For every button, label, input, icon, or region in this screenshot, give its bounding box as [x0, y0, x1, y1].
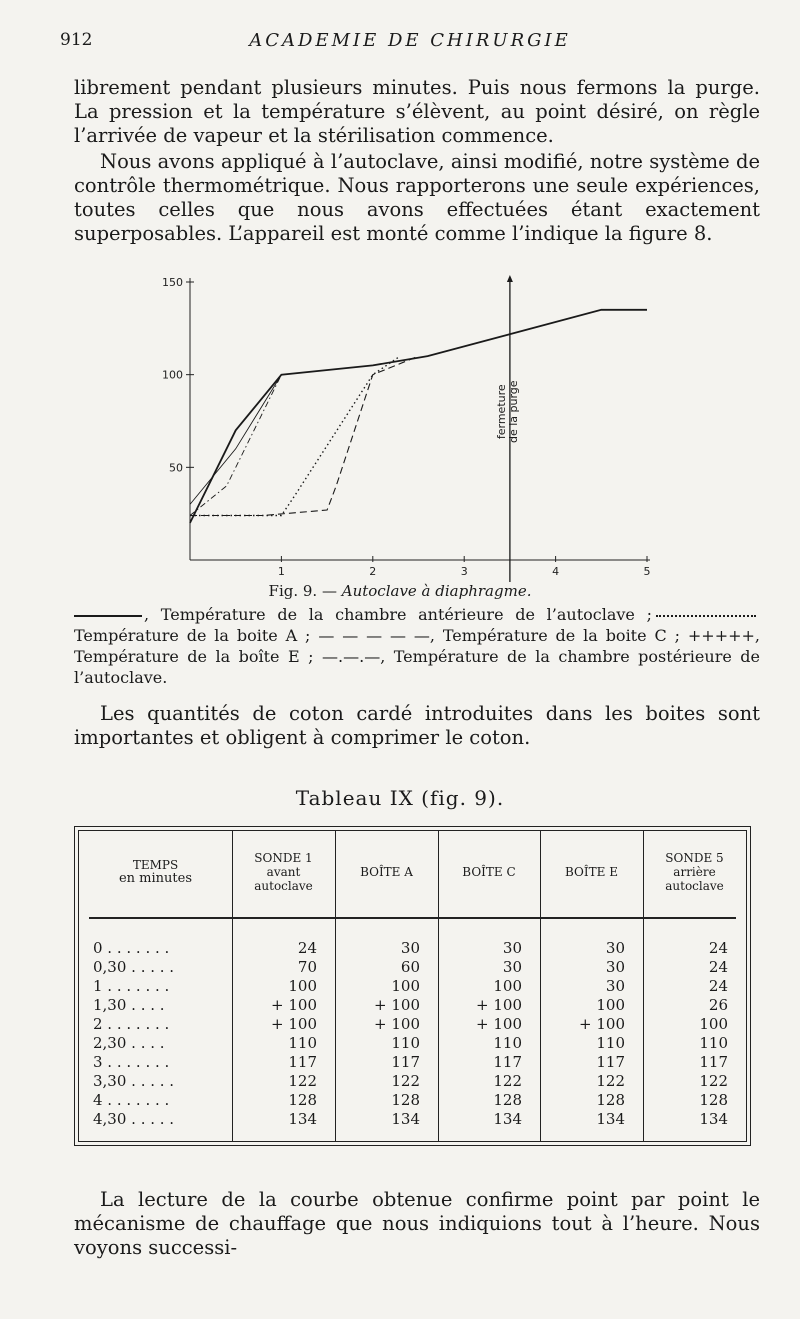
- page-number: 912: [60, 30, 93, 50]
- legend-dashed-label: — — — — —, Température de la boite C ;: [318, 626, 680, 645]
- time-cell: 3,30 . . . . .: [93, 1072, 175, 1090]
- data-table: [74, 826, 751, 1146]
- header-line: BOÎTE A: [360, 865, 413, 879]
- temperature-cell: 117: [288, 1053, 317, 1071]
- header-line: avant: [266, 865, 301, 879]
- chart-svg: [150, 270, 670, 582]
- temperature-cell: 110: [596, 1034, 625, 1052]
- purge-annotation: [495, 380, 520, 443]
- temperature-cell: 30: [605, 939, 625, 957]
- header-temps: [79, 831, 232, 913]
- header-line: SONDE 1: [254, 851, 313, 865]
- header-sonde-5: [643, 831, 746, 913]
- temperature-cell: 128: [699, 1091, 728, 1109]
- header-line: autoclave: [254, 879, 313, 893]
- header-line: arrière: [673, 865, 716, 879]
- y-tick-label: 150: [162, 276, 183, 289]
- temperature-cell: 100: [391, 977, 420, 995]
- header-line: TEMPS: [132, 858, 179, 872]
- header-rule: [89, 917, 736, 919]
- temperature-cell: 128: [288, 1091, 317, 1109]
- temperature-cell: 30: [605, 958, 625, 976]
- temperature-cell: 100: [493, 977, 522, 995]
- caption-prefix: Fig. 9. —: [268, 582, 337, 600]
- header-line: SONDE 5: [665, 851, 724, 865]
- header-sonde-1: [232, 831, 335, 913]
- time-cell: 4,30 . . . . .: [93, 1110, 175, 1128]
- temperature-cell: 100: [288, 977, 317, 995]
- time-cell: 1,30 . . . .: [93, 996, 165, 1014]
- temperature-cell: 60: [400, 958, 420, 976]
- annotation-line-1: fermeture: [494, 384, 508, 440]
- temperature-cell: 128: [493, 1091, 522, 1109]
- temperature-cell: 24: [708, 939, 728, 957]
- time-cell: 0 . . . . . . .: [93, 939, 170, 957]
- temperature-cell: 70: [297, 958, 317, 976]
- temperature-cell: 24: [708, 977, 728, 995]
- legend-dotted-swatch: [656, 615, 756, 617]
- temperature-cell: 134: [288, 1110, 317, 1128]
- running-title: ACADEMIE DE CHIRURGIE: [249, 30, 571, 51]
- x-tick-label: 4: [552, 565, 560, 578]
- paragraph-3: Les quantités de coton cardé introduites dans les boites sont importantes et obligent à comprimer le coton.: [74, 702, 760, 749]
- series-boite-C: [190, 356, 419, 515]
- y-tick-label: 100: [162, 368, 183, 382]
- legend-solid-swatch: [74, 615, 142, 617]
- legend-plus-swatch: +++++: [687, 626, 755, 645]
- temperature-cell: 26: [708, 996, 728, 1014]
- header-line: autoclave: [665, 879, 724, 893]
- table-row: [79, 996, 746, 1015]
- paragraph-1: librement pendant plusieurs minutes. Puis nous fermons la purge. La pression et la température s’élèvent, au point désiré, on règle l’arrivée de vapeur et la stérilisation commence.: [74, 76, 760, 147]
- temperature-cell: 122: [493, 1072, 522, 1090]
- temperature-cell: 110: [288, 1034, 317, 1052]
- header-line: BOÎTE E: [565, 865, 618, 879]
- series-chambre-anterieure: [190, 310, 647, 523]
- purge-arrow-head: [507, 275, 513, 282]
- x-tick-label: 3: [460, 565, 468, 578]
- table-row: [79, 958, 746, 977]
- temperature-cell: + 100: [271, 1015, 317, 1033]
- temperature-cell: 134: [493, 1110, 522, 1128]
- legend-dashdot-swatch: —.—.—: [322, 647, 381, 666]
- temperature-cell: + 100: [271, 996, 317, 1014]
- legend-dotted-label: Température de la boite A ;: [74, 626, 311, 645]
- figure-9-chart: [150, 270, 670, 582]
- temperature-cell: + 100: [579, 1015, 625, 1033]
- table-row: [79, 939, 746, 958]
- temperature-cell: 30: [400, 939, 420, 957]
- table-row: [79, 1091, 746, 1110]
- time-cell: 2,30 . . . .: [93, 1034, 165, 1052]
- temperature-cell: 122: [596, 1072, 625, 1090]
- temperature-cell: 122: [288, 1072, 317, 1090]
- temperature-cell: 110: [391, 1034, 420, 1052]
- table-row: [79, 977, 746, 996]
- legend-plus-label: , Température de la boîte E ;: [74, 626, 761, 666]
- time-cell: 2 . . . . . . .: [93, 1015, 170, 1033]
- legend-dashdot-label: , Température de la chambre postérieure de l’autoclave.: [74, 647, 761, 687]
- time-cell: 4 . . . . . . .: [93, 1091, 170, 1109]
- legend-solid-label: , Température de la chambre antérieure de l’autoclave ;: [144, 605, 652, 624]
- temperature-cell: 128: [391, 1091, 420, 1109]
- header-boite-c: [438, 831, 540, 913]
- temperature-cell: 24: [297, 939, 317, 957]
- figure-legend: [74, 604, 760, 688]
- temperature-cell: + 100: [476, 1015, 522, 1033]
- temperature-cell: 30: [605, 977, 625, 995]
- temperature-cell: + 100: [374, 996, 420, 1014]
- table-row: [79, 1072, 746, 1091]
- series-boite-E: [190, 375, 281, 505]
- temperature-cell: 122: [391, 1072, 420, 1090]
- paragraph-4: La lecture de la courbe obtenue confirme point par point le mécanisme de chauffage que nous indiquions tout à l’heure. Nous voyons successi-: [74, 1188, 760, 1259]
- temperature-cell: 117: [699, 1053, 728, 1071]
- temperature-cell: 30: [502, 939, 522, 957]
- temperature-cell: 128: [596, 1091, 625, 1109]
- y-tick-label: 50: [169, 461, 183, 475]
- temperature-cell: 122: [699, 1072, 728, 1090]
- temperature-cell: 134: [699, 1110, 728, 1128]
- temperature-cell: 134: [596, 1110, 625, 1128]
- table-row: [79, 1110, 746, 1129]
- figure-caption: [0, 582, 800, 600]
- header-line: en minutes: [118, 871, 193, 886]
- header-boite-e: [540, 831, 643, 913]
- temperature-cell: 100: [699, 1015, 728, 1033]
- time-cell: 3 . . . . . . .: [93, 1053, 170, 1071]
- temperature-cell: 30: [502, 958, 522, 976]
- header-line: BOÎTE C: [462, 865, 516, 879]
- paragraph-2: Nous avons appliqué à l’autoclave, ainsi modifié, notre système de contrôle thermométrique. Nous rapporterons une seule expériences, toutes celles que nous avons effectuées étant exactement superposables. L’appareil est monté comme l’indique la figure 8.: [74, 150, 760, 245]
- series-boite-A: [190, 356, 400, 515]
- caption-title: Autoclave à diaphragme.: [341, 582, 532, 600]
- temperature-cell: 134: [391, 1110, 420, 1128]
- table-row: [79, 1034, 746, 1053]
- table-title: Tableau IX (fig. 9).: [295, 786, 505, 810]
- header-boite-a: [335, 831, 438, 913]
- temperature-cell: 110: [699, 1034, 728, 1052]
- time-cell: 1 . . . . . . .: [93, 977, 170, 995]
- temperature-cell: 117: [493, 1053, 522, 1071]
- x-tick-label: 2: [369, 565, 377, 578]
- annotation-line-2: de la purge: [506, 380, 520, 444]
- temperature-cell: 110: [493, 1034, 522, 1052]
- temperature-cell: 117: [391, 1053, 420, 1071]
- table-row: [79, 1053, 746, 1072]
- temperature-cell: 117: [596, 1053, 625, 1071]
- time-cell: 0,30 . . . . .: [93, 958, 175, 976]
- table-row: [79, 1015, 746, 1034]
- temperature-cell: 100: [596, 996, 625, 1014]
- x-tick-label: 1: [277, 565, 285, 578]
- running-head: [60, 30, 760, 54]
- table-inner-frame: [78, 830, 747, 1142]
- temperature-cell: 24: [708, 958, 728, 976]
- temperature-cell: + 100: [374, 1015, 420, 1033]
- temperature-cell: + 100: [476, 996, 522, 1014]
- x-tick-label: 5: [643, 565, 651, 578]
